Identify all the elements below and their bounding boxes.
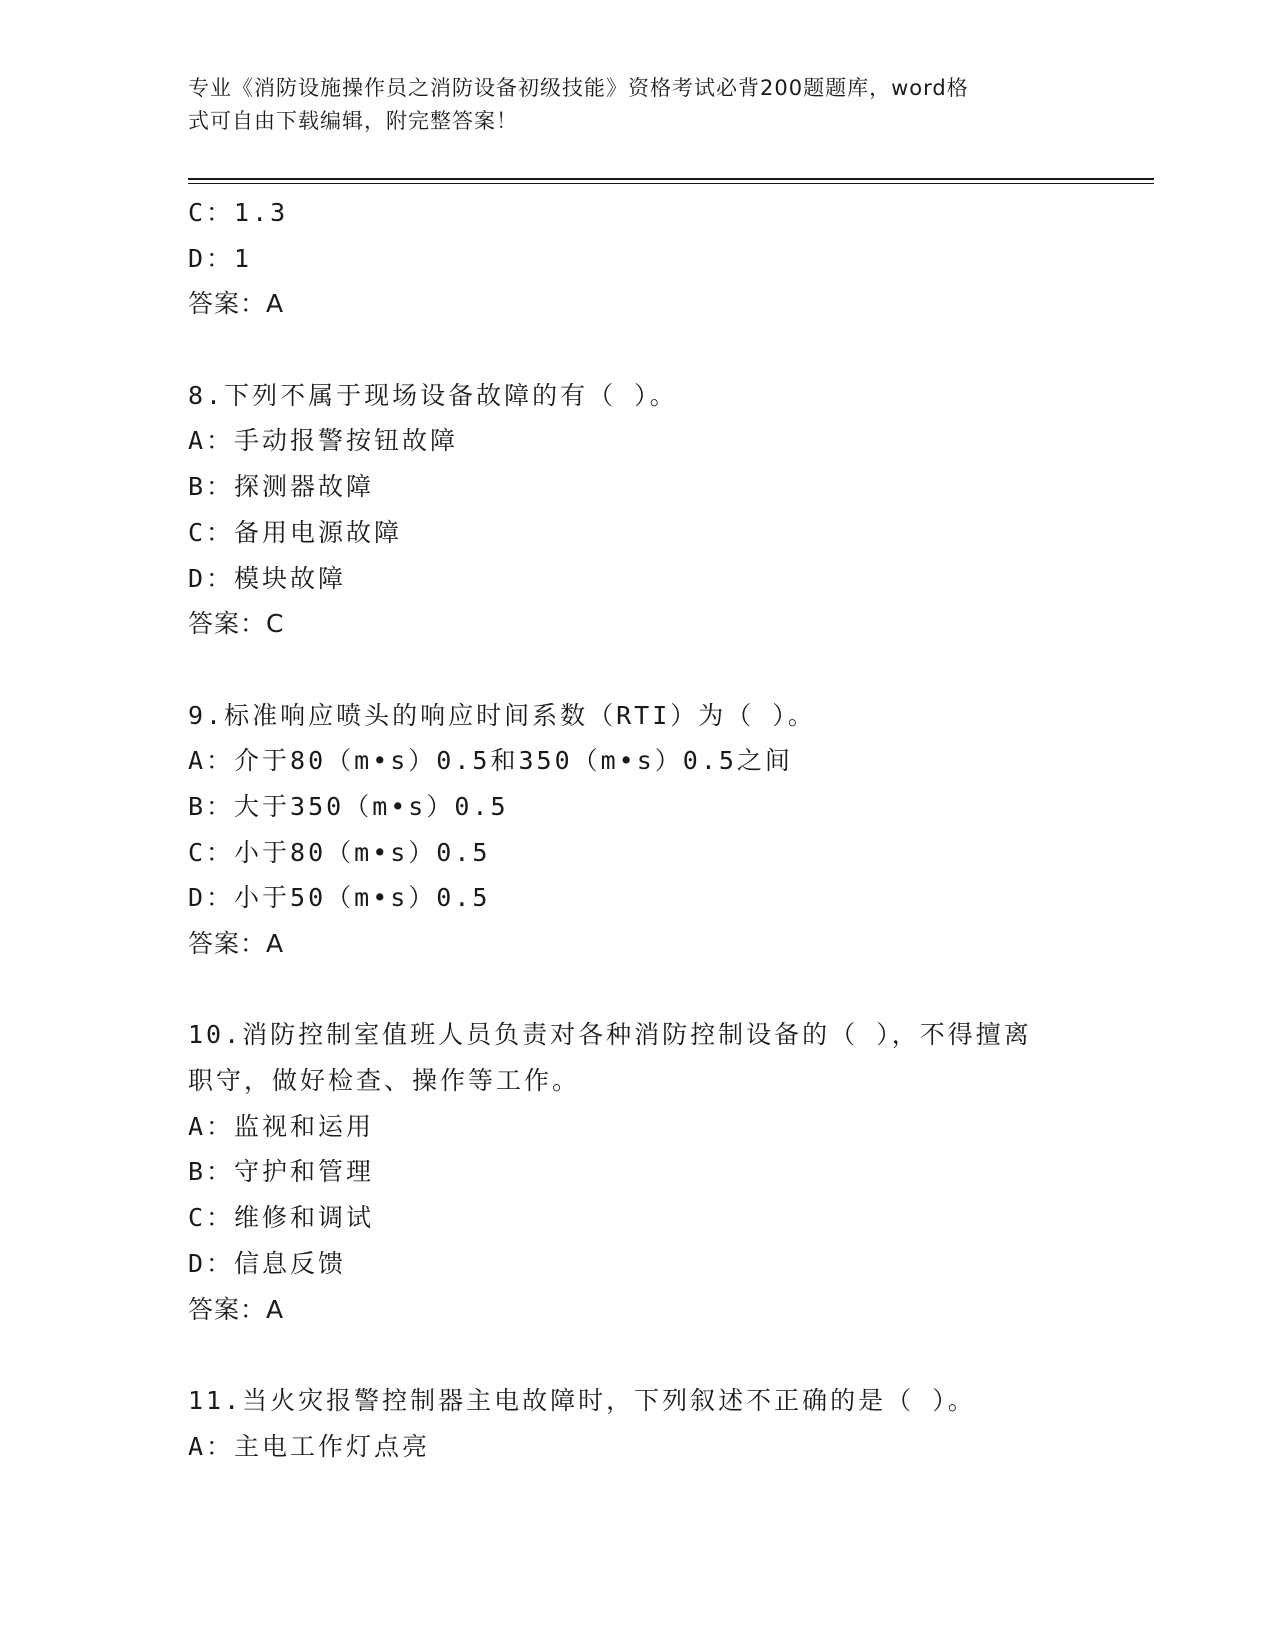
option-line: C：小于80（m•s）0.5: [188, 837, 491, 867]
option-line: D：模块故障: [188, 563, 347, 593]
question-line-continued: 职守，做好检查、操作等工作。: [188, 1066, 581, 1096]
option-line: A：监视和运用: [188, 1111, 375, 1141]
option-line: C：备用电源故障: [188, 517, 403, 547]
answer-line: 答案：A: [188, 1294, 285, 1324]
question-list: [188, 190, 1088, 1469]
option-line: B：守护和管理: [188, 1157, 375, 1187]
header-line-1: 专业《消防设施操作员之消防设备初级技能》资格考试必背200题题库，word格: [188, 76, 969, 100]
spacer: [188, 967, 1088, 1013]
spacer: [188, 327, 1088, 373]
answer-line: 答案：C: [188, 609, 285, 639]
header-divider-thick: [188, 178, 1154, 180]
option-line: C：1.3: [188, 198, 289, 227]
option-line: B：探测器故障: [188, 472, 375, 502]
question-line: 8.下列不属于现场设备故障的有（ ）。: [188, 380, 678, 410]
option-line: A：手动报警按钮故障: [188, 426, 459, 456]
question-line: 10.消防控制室值班人员负责对各种消防控制设备的（ ），不得擅离: [188, 1020, 1032, 1050]
spacer: [188, 1332, 1088, 1378]
option-line: C：维修和调试: [188, 1203, 375, 1233]
answer-line: 答案：A: [188, 289, 285, 319]
answer-line: 答案：A: [188, 929, 285, 958]
question-line: 9.标准响应喷头的响应时间系数（RTI）为（ ）。: [188, 700, 816, 730]
spacer: [188, 647, 1088, 693]
header-divider-thin: [188, 183, 1154, 184]
option-line: D：小于50（m•s）0.5: [188, 883, 491, 913]
option-line: A：主电工作灯点亮: [188, 1431, 431, 1461]
header-line-2: 式可自由下载编辑，附完整答案！: [188, 109, 518, 133]
question-line: 11.当火灾报警控制器主电故障时，下列叙述不正确的是（ ）。: [188, 1385, 976, 1415]
option-line: D：信息反馈: [188, 1248, 347, 1278]
document-header: [188, 72, 1068, 138]
option-line: D：1: [188, 243, 253, 273]
option-line: A：介于80（m•s）0.5和350（m•s）0.5之间: [188, 746, 793, 776]
option-line: B：大于350（m•s）0.5: [188, 791, 509, 821]
